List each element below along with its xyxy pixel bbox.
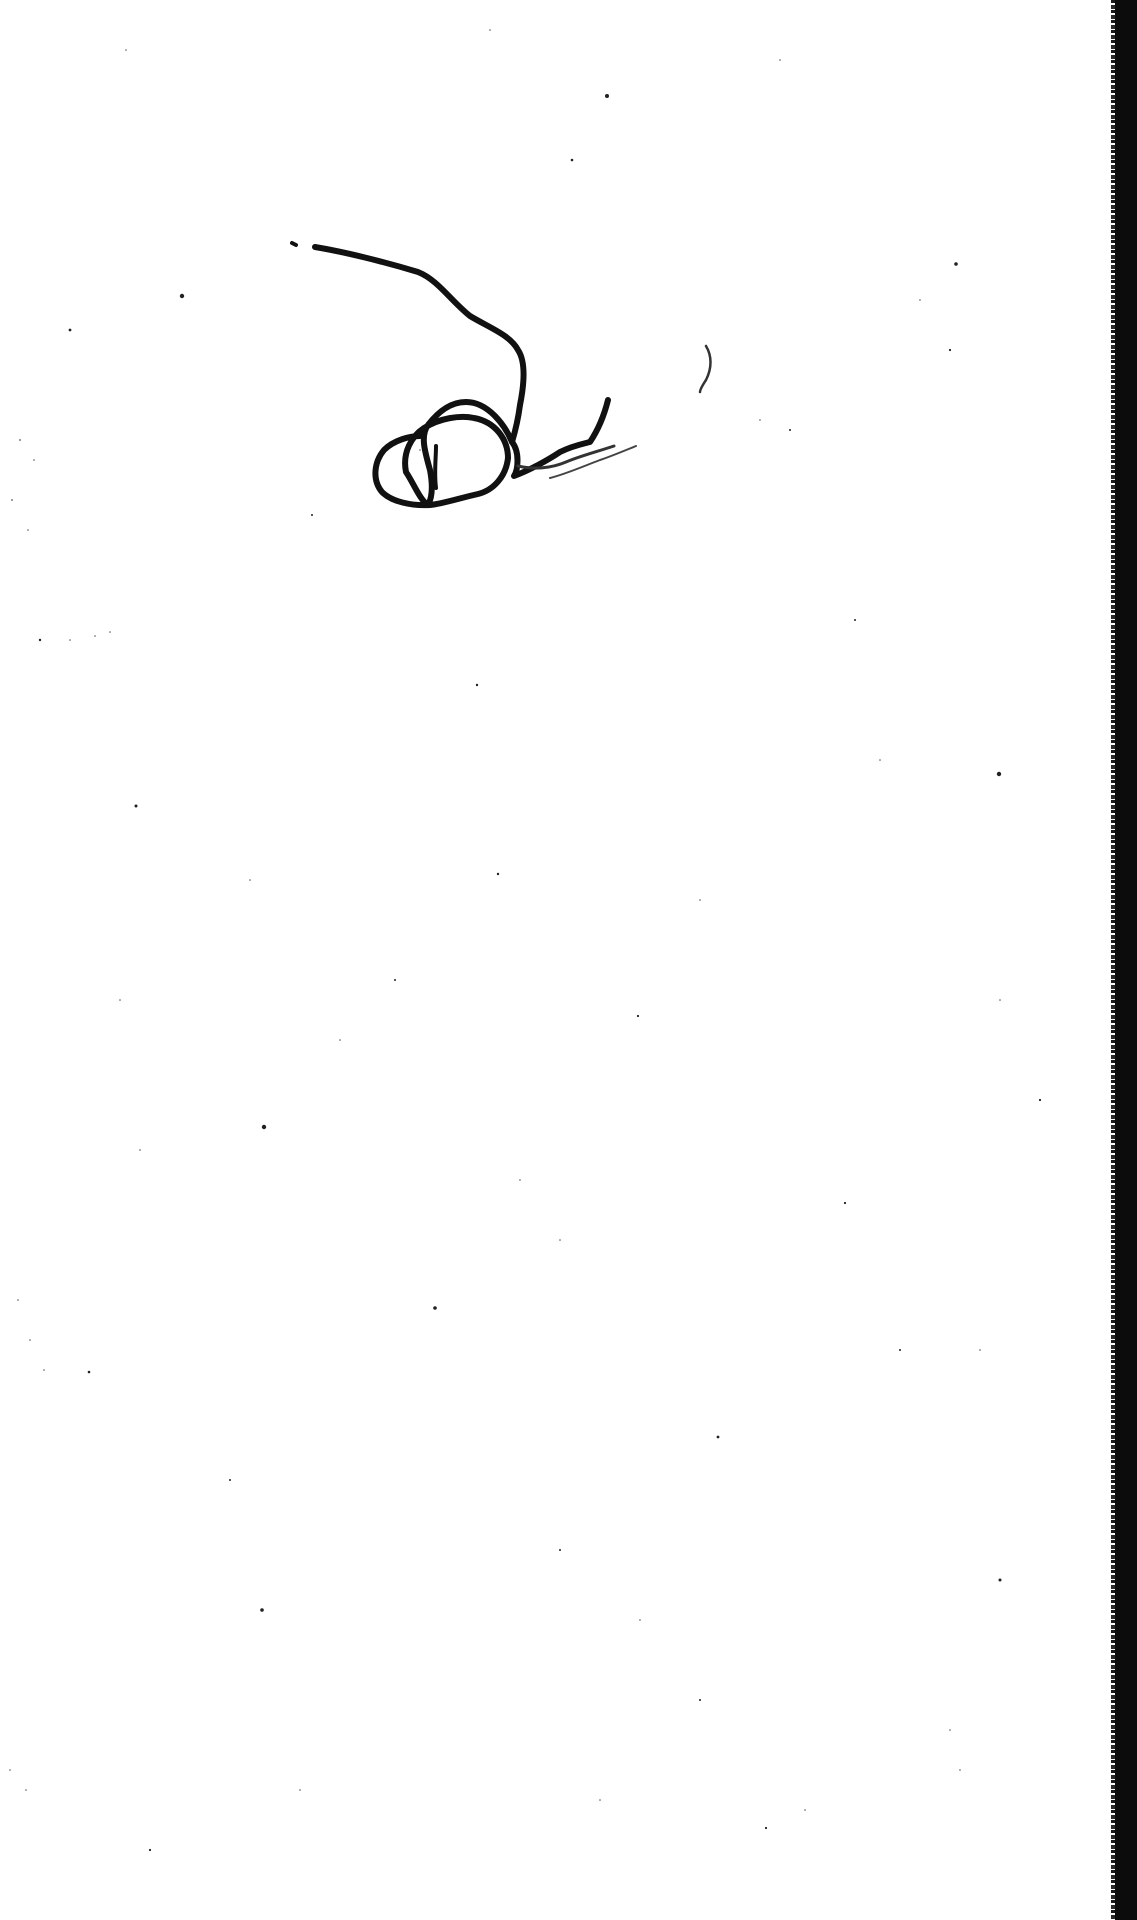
scribble-spur <box>435 446 436 488</box>
scribble-side-mark <box>700 346 711 392</box>
scribble-loop-stroke <box>375 402 512 505</box>
scribble-dot-start <box>292 243 296 245</box>
scan-edge-shadow <box>1115 0 1137 1920</box>
